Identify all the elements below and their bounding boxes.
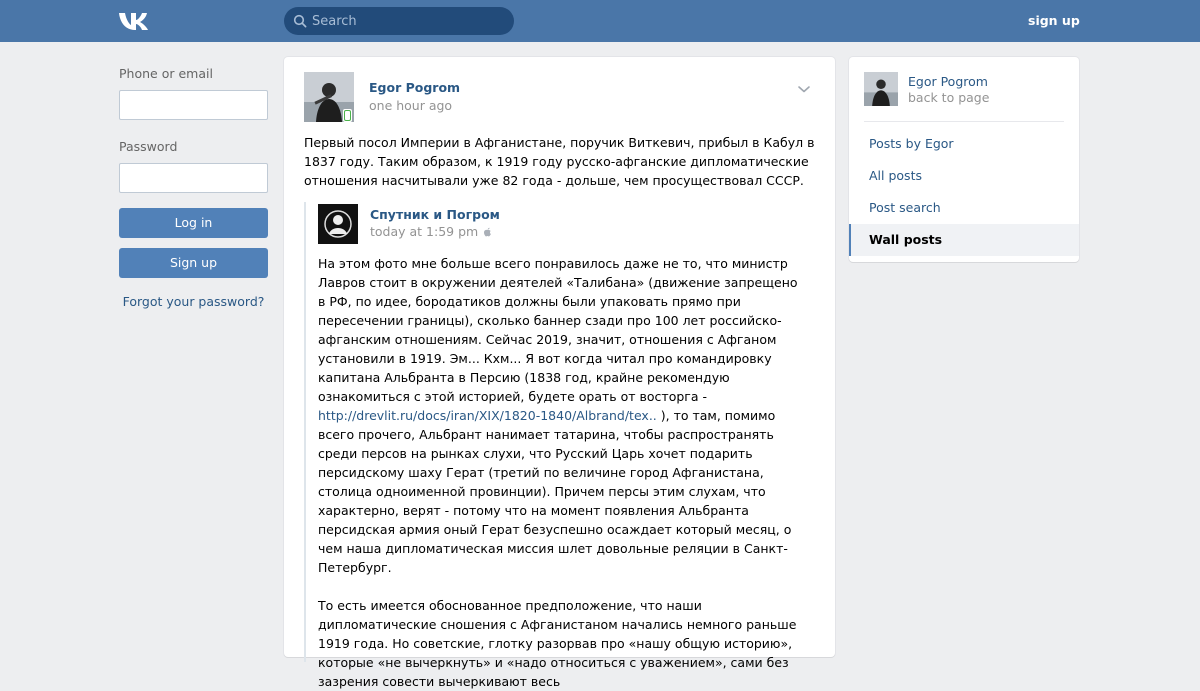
repost-author[interactable]: Спутник и Погром [370, 207, 500, 222]
sidebar-name[interactable]: Egor Pogrom [908, 74, 988, 89]
sidebar-menu [849, 128, 1079, 256]
repost-text [318, 254, 808, 691]
repost-time[interactable] [370, 224, 492, 239]
search-icon [293, 14, 307, 28]
signup-link[interactable]: sign up [1028, 13, 1080, 28]
password-field[interactable] [119, 163, 268, 193]
repost-paragraph-2: То есть имеется обоснованное предположение, что наши дипломатические сношения с Афганистаном начались немного раньше 1919 года. Но советские, глотку разорвав про «нашу общую историю», которые «не вычеркнуть» и «надо относиться с уважением», сами без зазрения совести вычеркивают весь [318, 598, 797, 689]
top-header [0, 0, 1200, 42]
phone-label: Phone or email [119, 66, 213, 81]
repost-link[interactable]: http://drevlit.ru/docs/iran/XIX/1820-1840/Albrand/tex.. [318, 408, 657, 423]
apple-icon [483, 227, 492, 237]
menu-item-all-posts[interactable]: All posts [869, 168, 922, 183]
signup-button[interactable]: Sign up [119, 248, 268, 278]
repost-block [304, 202, 819, 689]
post-author[interactable]: Egor Pogrom [369, 80, 461, 95]
post-text: Первый посол Империи в Афганистане, поручик Виткевич, прибыл в Кабул в 1837 году. Таким образом, к 1919 году русско-афганские дипломатические отношения насчитывали уже 82 года - дольше, чем просуществовал СССР. [304, 135, 815, 188]
repost-text-part1: На этом фото мне больше всего понравилось даже не то, что министр Лавров стоит в окружении деятелей «Талибана» (движение запрещено в РФ, по идее, бородатиков должны были упаковать прямо при пересечении границы), сколько баннер сзади про 100 лет российско-афганским отношениям. Сейчас 2019, значит, отношения с Афганом установили в 1919. Эм... Кхм... Я вот когда читал про командировку капитана Альбранта в Персию (1838 год, крайне рекомендую ознакомиться с этой историей, будете орать от восторга - [318, 256, 798, 404]
menu-item-post-search[interactable]: Post search [869, 200, 941, 215]
search-box[interactable] [284, 7, 514, 35]
forgot-password-link[interactable]: Forgot your password? [122, 294, 265, 309]
login-button[interactable]: Log in [119, 208, 268, 238]
divider [864, 121, 1064, 122]
login-form [119, 66, 268, 309]
phone-field[interactable] [119, 90, 268, 120]
menu-item-posts-by-egor[interactable]: Posts by Egor [869, 136, 954, 151]
vk-logo-icon[interactable] [118, 10, 152, 32]
search-input[interactable] [312, 7, 507, 35]
post-time[interactable]: one hour ago [369, 98, 453, 113]
mobile-online-icon [343, 109, 352, 122]
back-to-page-link[interactable]: back to page [908, 90, 990, 105]
password-label: Password [119, 139, 178, 154]
repost-time-text[interactable]: today at 1:59 pm [370, 224, 479, 239]
chevron-down-icon[interactable] [797, 82, 811, 96]
sidebar-avatar[interactable] [864, 72, 898, 106]
wall-post [284, 57, 835, 689]
menu-item-wall-posts[interactable]: Wall posts [849, 224, 1079, 256]
wall-sidebar [849, 57, 1079, 262]
repost-text-part2: ), то там, помимо всего прочего, Альбрант нанимает татарина, чтобы распространять среди персов на рынках слухи, что Русский Царь хочет подарить персидскому шаху Герат (третий по величине город Афганистана, столица одноименной провинции). Причем персы этим слухам, что характерно, верят - потому что на момент появления Альбранта персидская армия оный Герат безуспешно осаждает который месяц, о чем наша дипломатическая миссия шлет довольные реляции в Санкт-Петербург. [318, 408, 792, 575]
repost-paragraph-1 [318, 254, 808, 577]
repost-avatar[interactable] [318, 204, 358, 244]
